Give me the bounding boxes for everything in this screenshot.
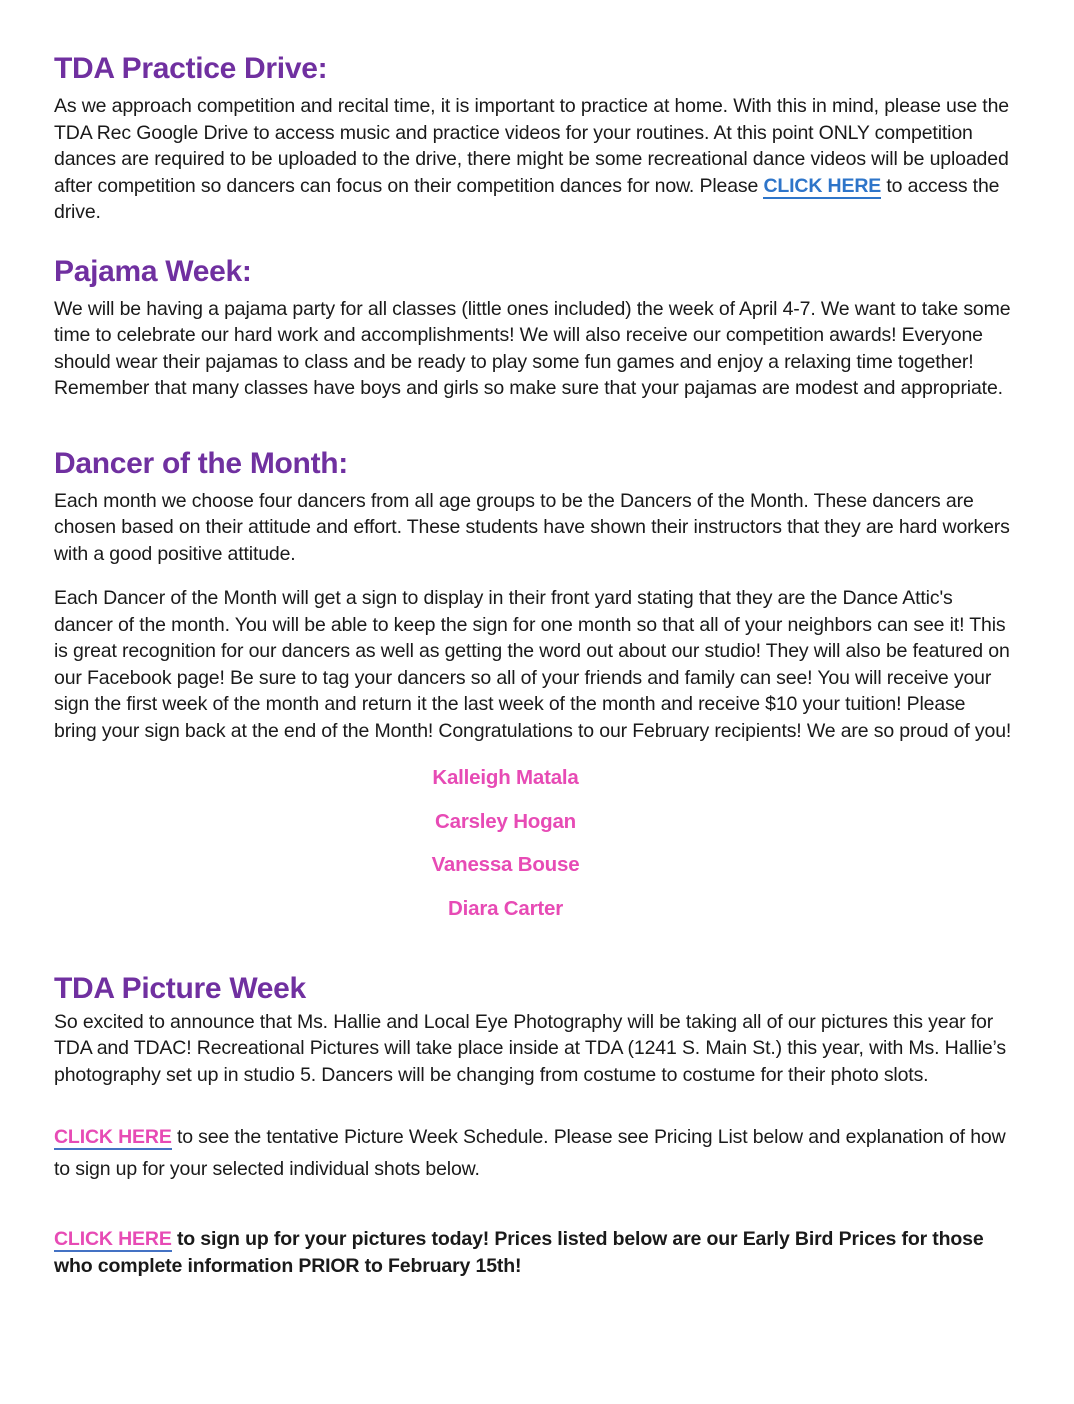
dancer-name: Vanessa Bouse (431, 853, 580, 876)
dancer-name: Carsley Hogan (435, 809, 576, 833)
practice-drive-paragraph (54, 93, 1012, 226)
pajama-week-paragraph: We will be having a pajama party for all classes (little ones included) the week of April 4-7. We want to take some time to celebrate our hard work and accomplishments! We will also receive our competition awards! Everyone should wear their pajamas to class and be ready to play some fun games and enjoy a relaxing time together! Remember that many classes have boys and girls so make sure that your pajamas are modest and appropriate. (54, 297, 1011, 399)
picture-week-signup-click-here-link[interactable]: CLICK HERE (54, 1228, 172, 1250)
picture-week-intro-paragraph: So excited to announce that Ms. Hallie and Local Eye Photography will be taking all of our pictures this year for TDA and TDAC! Recreational Pictures will take place inside at TDA (1241 S. Main St.) this year, with Ms. Hallie’s photography set up in studio 5. Dancers will be changing from costume to costume for their photo slots. (54, 1010, 1006, 1086)
practice-drive-text-after-link: to access the drive. (54, 174, 1000, 223)
picture-week-signup-text: to sign up for your pictures today! Prices listed below are our Early Bird Prices for those who complete information PRIOR to February 15th! (54, 1228, 984, 1277)
dancer-of-month-paragraph-1: Each month we choose four dancers from all age groups to be the Dancers of the Month. These dancers are chosen based on their attitude and effort. These students have shown their instructors that they are hard workers with a good positive attitude. (54, 489, 1010, 565)
dancer-of-month-heading: Dancer of the Month: (54, 446, 348, 480)
dancer-name: Diara Carter (448, 896, 563, 920)
section-dancer-of-month (54, 447, 1012, 922)
picture-week-heading: TDA Picture Week (54, 971, 306, 1005)
picture-week-schedule-click-here-link[interactable]: CLICK HERE (54, 1126, 172, 1148)
practice-drive-heading: TDA Practice Drive: (54, 52, 328, 85)
section-practice-drive (54, 52, 1012, 226)
pajama-week-heading: Pajama Week: (54, 254, 252, 288)
dancer-name: Kalleigh Matala (432, 766, 579, 789)
picture-week-signup-paragraph (54, 1226, 1012, 1280)
section-picture-week (54, 972, 1012, 1281)
picture-week-schedule-paragraph (54, 1121, 1012, 1185)
practice-drive-click-here-link[interactable]: CLICK HERE (763, 174, 882, 197)
picture-week-schedule-text: to see the tentative Picture Week Schedule. Please see Pricing List below and explanation of how to sign up for your selected individual shots below. (54, 1126, 1006, 1180)
dancer-of-month-names-list (54, 765, 1012, 922)
dancer-of-month-paragraph-2: Each Dancer of the Month will get a sign to display in their front yard stating that they are the Dance Attic's dancer of the month. You will be able to keep the sign for one month so that all of your neighbors can see it! This is great recognition for our dancers as well as getting the word out about our studio! They will also be featured on our Facebook page! Be sure to tag your dancers so all of your friends and family can see! You will receive your sign the first week of the month and return it the last week of the month and receive $10 your tuition! Please bring your sign back at the end of the Month! Congratulations to our February recipients! We are so proud of you! (54, 587, 1012, 742)
practice-drive-text-before-link: As we approach competition and recital time, it is important to practice at home. With this in mind, please use the TDA Rec Google Drive to access music and practice videos for your routines. At this point ONLY competition dances are required to be uploaded to the drive, there might be some recreational dance videos will be uploaded after competition so dancers can focus on their competition dances for now. Please (54, 95, 1009, 197)
section-pajama-week (54, 255, 1012, 402)
